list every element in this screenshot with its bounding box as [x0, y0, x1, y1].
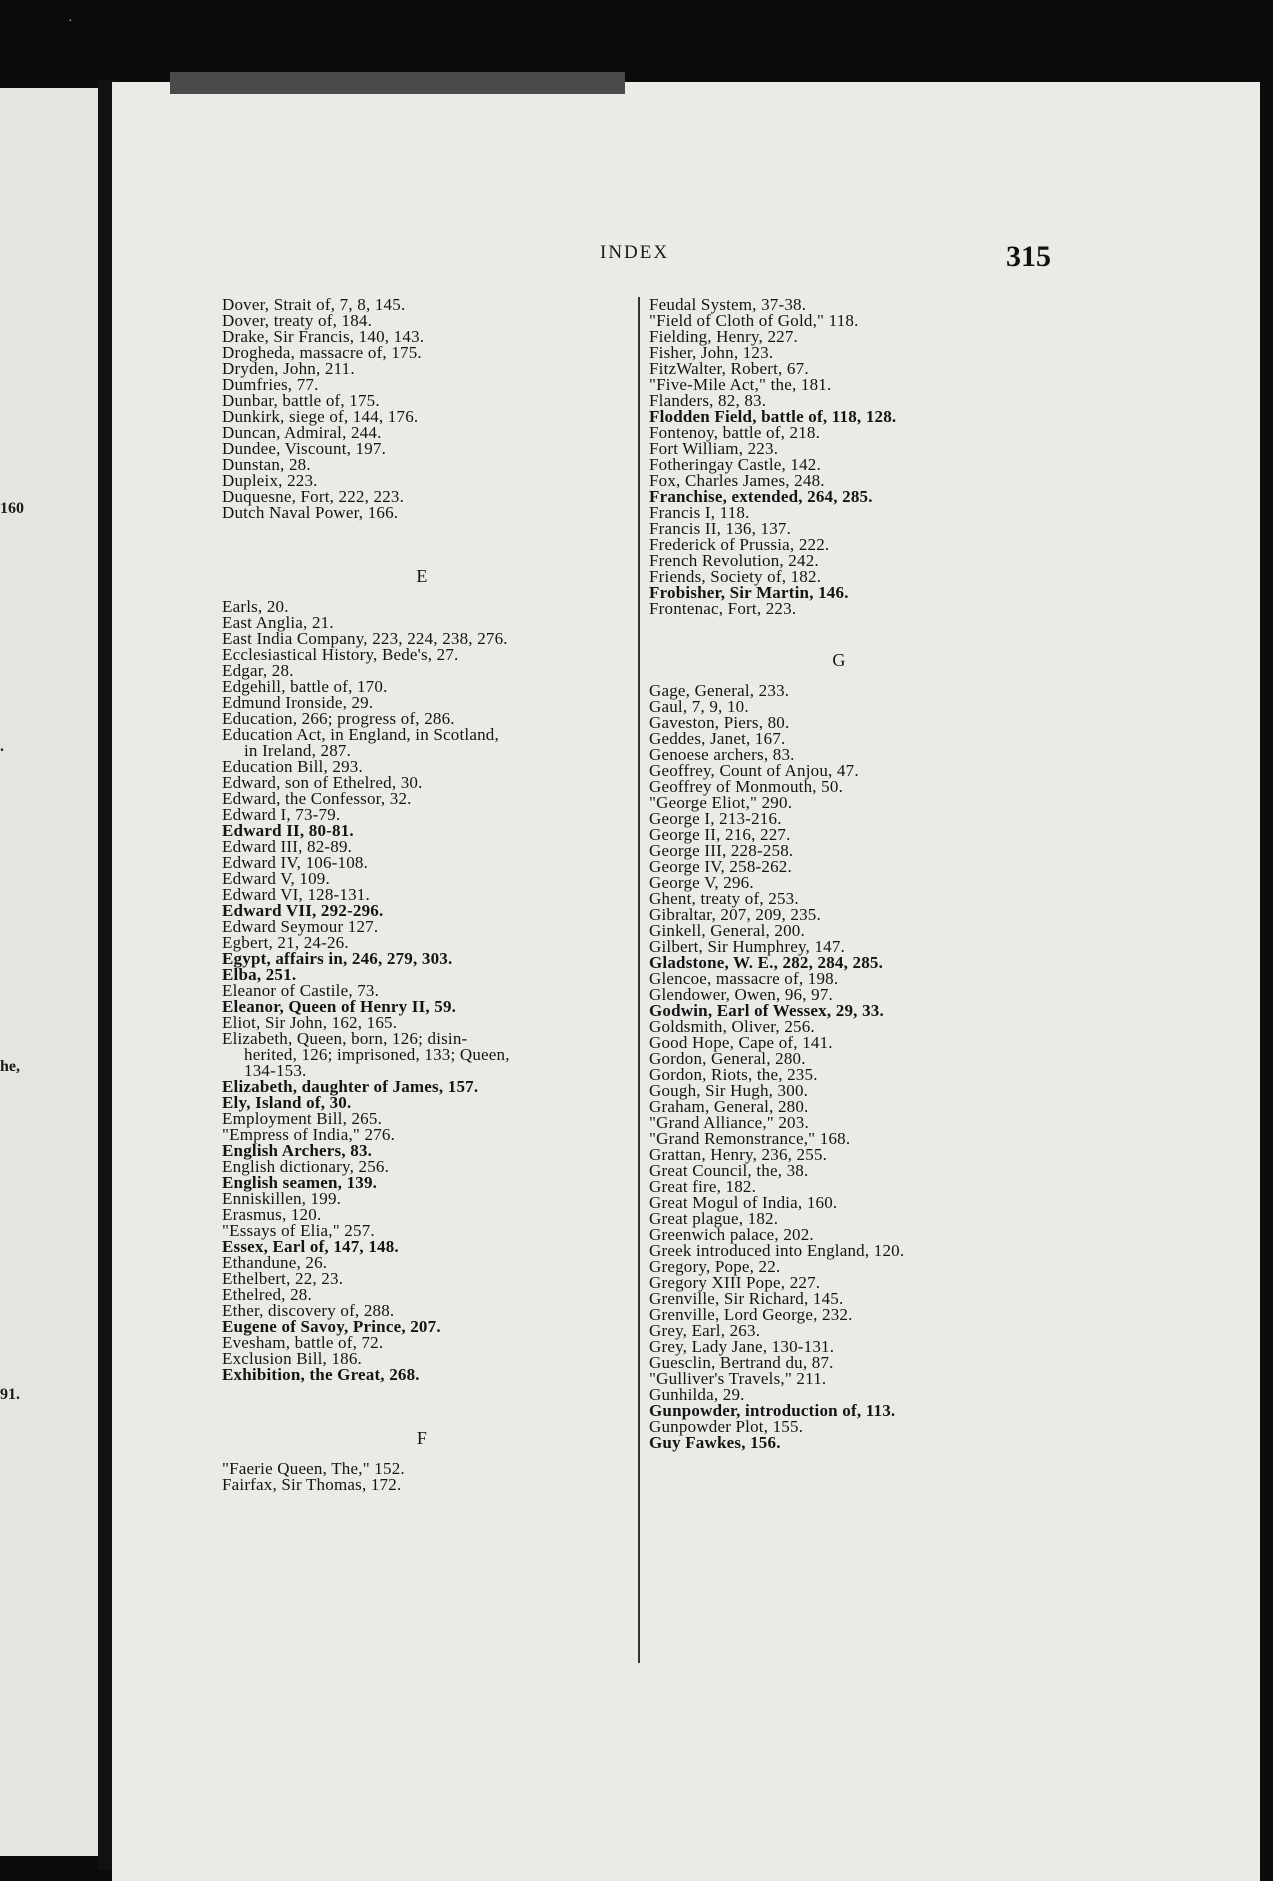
index-entry: English Archers, 83.: [222, 1141, 373, 1160]
index-entry: Fotheringay Castle, 142.: [649, 455, 821, 474]
index-entry: Fontenoy, battle of, 218.: [649, 423, 821, 442]
index-entry: Gaveston, Piers, 80.: [649, 713, 790, 732]
prev-page-fragment: he,: [0, 1058, 20, 1075]
index-entry-continuation: herited, 126; imprisoned, 133; Queen,: [244, 1045, 510, 1064]
index-entry: Dundee, Viscount, 197.: [222, 439, 387, 458]
index-entry: Dupleix, 223.: [222, 471, 318, 490]
index-entry: Elizabeth, daughter of James, 157.: [222, 1077, 479, 1096]
index-entry: Graham, General, 280.: [649, 1097, 809, 1116]
index-entry: Dover, treaty of, 184.: [222, 311, 373, 330]
index-entry: Fox, Charles James, 248.: [649, 471, 825, 490]
index-entry: Employment Bill, 265.: [222, 1109, 383, 1128]
index-entry: Essex, Earl of, 147, 148.: [222, 1237, 399, 1256]
index-entry: Edward IV, 106-108.: [222, 853, 369, 872]
index-entry: Edward I, 73-79.: [222, 805, 341, 824]
index-entry: Gordon, General, 280.: [649, 1049, 806, 1068]
index-entry: Grey, Earl, 263.: [649, 1321, 761, 1340]
index-entry: Ghent, treaty of, 253.: [649, 889, 799, 908]
index-entry: Dryden, John, 211.: [222, 359, 355, 378]
index-entry: Dover, Strait of, 7, 8, 145.: [222, 295, 406, 314]
index-entry: Gilbert, Sir Humphrey, 147.: [649, 937, 845, 956]
index-entry: "Empress of India," 276.: [222, 1125, 396, 1144]
index-entry: Fisher, John, 123.: [649, 343, 774, 362]
index-entry: Dunstan, 28.: [222, 455, 311, 474]
index-entry: Feudal System, 37-38.: [649, 295, 807, 314]
prev-page-fragment: 160: [0, 500, 24, 517]
index-entry: Great Council, the, 38.: [649, 1161, 809, 1180]
index-entry: Francis I, 118.: [649, 503, 750, 522]
index-entry: "Faerie Queen, The," 152.: [222, 1459, 405, 1478]
previous-page-edge: [0, 88, 104, 1856]
index-entry: Frobisher, Sir Martin, 146.: [649, 583, 849, 602]
index-entry: Dumfries, 77.: [222, 375, 319, 394]
index-entry: Gough, Sir Hugh, 300.: [649, 1081, 809, 1100]
index-entry: Duncan, Admiral, 244.: [222, 423, 382, 442]
index-entry: Egbert, 21, 24-26.: [222, 933, 349, 952]
index-entry: Greenwich palace, 202.: [649, 1225, 814, 1244]
index-entry: Edward VI, 128-131.: [222, 885, 370, 904]
page-number: 315: [1006, 240, 1051, 273]
index-entry: Gregory XIII Pope, 227.: [649, 1273, 821, 1292]
index-entry: Education, 266; progress of, 286.: [222, 709, 455, 728]
index-entry: Exclusion Bill, 186.: [222, 1349, 362, 1368]
index-entry: Genoese archers, 83.: [649, 745, 795, 764]
index-entry: Eliot, Sir John, 162, 165.: [222, 1013, 398, 1032]
index-entry: "Grand Remonstrance," 168.: [649, 1129, 851, 1148]
index-entry: Eugene of Savoy, Prince, 207.: [222, 1317, 441, 1336]
index-entry: Gaul, 7, 9, 10.: [649, 697, 749, 716]
index-entry: Flodden Field, battle of, 118, 128.: [649, 407, 897, 426]
index-entry: Duquesne, Fort, 222, 223.: [222, 487, 405, 506]
prev-page-fragment: 91.: [0, 1386, 20, 1403]
index-entry: Godwin, Earl of Wessex, 29, 33.: [649, 1001, 884, 1020]
index-entry: Ely, Island of, 30.: [222, 1093, 352, 1112]
index-entry: Good Hope, Cape of, 141.: [649, 1033, 833, 1052]
index-entry: George II, 216, 227.: [649, 825, 791, 844]
index-entry: Education Bill, 293.: [222, 757, 363, 776]
index-entry: Flanders, 82, 83.: [649, 391, 767, 410]
index-entry: East Anglia, 21.: [222, 613, 334, 632]
index-entry: Grenville, Sir Richard, 145.: [649, 1289, 844, 1308]
prev-page-fragment: .: [0, 738, 4, 755]
index-entry: Dutch Naval Power, 166.: [222, 503, 399, 522]
index-entry: Earls, 20.: [222, 597, 289, 616]
index-entry: Ethandune, 26.: [222, 1253, 328, 1272]
index-entry: Guesclin, Bertrand du, 87.: [649, 1353, 834, 1372]
section-letter: E: [416, 566, 428, 586]
index-entry: Edmund Ironside, 29.: [222, 693, 374, 712]
index-entry: Edward II, 80-81.: [222, 821, 354, 840]
index-entry: Enniskillen, 199.: [222, 1189, 342, 1208]
index-entry: Edgar, 28.: [222, 661, 294, 680]
index-entry: "Gulliver's Travels," 211.: [649, 1369, 827, 1388]
index-entry: Geoffrey, Count of Anjou, 47.: [649, 761, 859, 780]
index-entry: Dunkirk, siege of, 144, 176.: [222, 407, 419, 426]
index-entry: "George Eliot," 290.: [649, 793, 793, 812]
index-entry: Evesham, battle of, 72.: [222, 1333, 384, 1352]
index-entry: George III, 228-258.: [649, 841, 794, 860]
index-entry: Ethelred, 28.: [222, 1285, 312, 1304]
index-entry: Goldsmith, Oliver, 256.: [649, 1017, 815, 1036]
index-entry: Great plague, 182.: [649, 1209, 779, 1228]
index-entry: Great Mogul of India, 160.: [649, 1193, 838, 1212]
index-entry: Fairfax, Sir Thomas, 172.: [222, 1475, 402, 1494]
index-entry: English dictionary, 256.: [222, 1157, 390, 1176]
index-entry: Elizabeth, Queen, born, 126; disin-: [222, 1029, 468, 1048]
index-entry: Grenville, Lord George, 232.: [649, 1305, 853, 1324]
index-column-left: [222, 297, 622, 1493]
index-entry: English seamen, 139.: [222, 1173, 378, 1192]
index-entry: George V, 296.: [649, 873, 754, 892]
column-divider: [638, 297, 640, 1663]
index-entry: Edward VII, 292-296.: [222, 901, 384, 920]
index-entry: French Revolution, 242.: [649, 551, 819, 570]
page-title: INDEX: [600, 242, 670, 263]
section-letter: G: [832, 650, 846, 670]
index-entry: Francis II, 136, 137.: [649, 519, 792, 538]
index-entry: George I, 213-216.: [649, 809, 782, 828]
index-column-right: [649, 297, 1029, 1451]
section-letter: F: [416, 1428, 428, 1448]
index-entry: Gordon, Riots, the, 235.: [649, 1065, 818, 1084]
index-entry: Edgehill, battle of, 170.: [222, 677, 388, 696]
index-entry: Edward V, 109.: [222, 869, 330, 888]
index-entry: Ether, discovery of, 288.: [222, 1301, 395, 1320]
index-entry: Grey, Lady Jane, 130-131.: [649, 1337, 835, 1356]
index-entry: Frederick of Prussia, 222.: [649, 535, 830, 554]
index-entry: Grattan, Henry, 236, 255.: [649, 1145, 828, 1164]
index-entry: Gibraltar, 207, 209, 235.: [649, 905, 821, 924]
index-entry: Egypt, affairs in, 246, 279, 303.: [222, 949, 453, 968]
index-entry: Erasmus, 120.: [222, 1205, 322, 1224]
index-entry: "Grand Alliance," 203.: [649, 1113, 809, 1132]
index-entry: Eleanor of Castile, 73.: [222, 981, 380, 1000]
index-entry: Great fire, 182.: [649, 1177, 757, 1196]
index-entry: Gladstone, W. E., 282, 284, 285.: [649, 953, 884, 972]
index-entry: Franchise, extended, 264, 285.: [649, 487, 873, 506]
index-entry: East India Company, 223, 224, 238, 276.: [222, 629, 508, 648]
index-entry: Eleanor, Queen of Henry II, 59.: [222, 997, 457, 1016]
index-entry-continuation: 134-153.: [244, 1061, 307, 1080]
index-entry: Gage, General, 233.: [649, 681, 790, 700]
index-entry: Ecclesiastical History, Bede's, 27.: [222, 645, 459, 664]
index-entry: Drogheda, massacre of, 175.: [222, 343, 422, 362]
scan-edge-strip: [170, 72, 625, 94]
index-entry: Fort William, 223.: [649, 439, 779, 458]
index-entry: Education Act, in England, in Scotland,: [222, 725, 499, 744]
index-entry: Dunbar, battle of, 175.: [222, 391, 380, 410]
index-entry: Gunhilda, 29.: [649, 1385, 745, 1404]
index-entry: Geoffrey of Monmouth, 50.: [649, 777, 844, 796]
index-entry: Guy Fawkes, 156.: [649, 1433, 781, 1452]
index-entry: George IV, 258-262.: [649, 857, 792, 876]
index-entry: Fielding, Henry, 227.: [649, 327, 798, 346]
index-entry: Edward, son of Ethelred, 30.: [222, 773, 423, 792]
index-entry: Gregory, Pope, 22.: [649, 1257, 781, 1276]
index-entry: Geddes, Janet, 167.: [649, 729, 786, 748]
index-entry: Edward, the Confessor, 32.: [222, 789, 412, 808]
index-entry: FitzWalter, Robert, 67.: [649, 359, 809, 378]
index-entry: Drake, Sir Francis, 140, 143.: [222, 327, 425, 346]
index-entry: Glencoe, massacre of, 198.: [649, 969, 839, 988]
index-entry: Frontenac, Fort, 223.: [649, 599, 797, 618]
index-entry: Glendower, Owen, 96, 97.: [649, 985, 833, 1004]
index-entry: Gunpowder Plot, 155.: [649, 1417, 804, 1436]
index-entry: Edward Seymour 127.: [222, 917, 379, 936]
index-entry: "Five-Mile Act," the, 181.: [649, 375, 832, 394]
index-entry: Ethelbert, 22, 23.: [222, 1269, 344, 1288]
scan-speck: ·: [68, 14, 73, 29]
index-entry: Exhibition, the Great, 268.: [222, 1365, 420, 1384]
index-entry: Gunpowder, introduction of, 113.: [649, 1401, 896, 1420]
index-entry: Ginkell, General, 200.: [649, 921, 805, 940]
index-entry-continuation: in Ireland, 287.: [244, 741, 352, 760]
index-entry: Elba, 251.: [222, 965, 297, 984]
index-entry: "Essays of Elia," 257.: [222, 1221, 375, 1240]
index-entry: Greek introduced into England, 120.: [649, 1241, 905, 1260]
scan-speck: ·: [148, 1830, 154, 1847]
index-entry: "Field of Cloth of Gold," 118.: [649, 311, 859, 330]
index-entry: Friends, Society of, 182.: [649, 567, 822, 586]
index-entry: Edward III, 82-89.: [222, 837, 353, 856]
